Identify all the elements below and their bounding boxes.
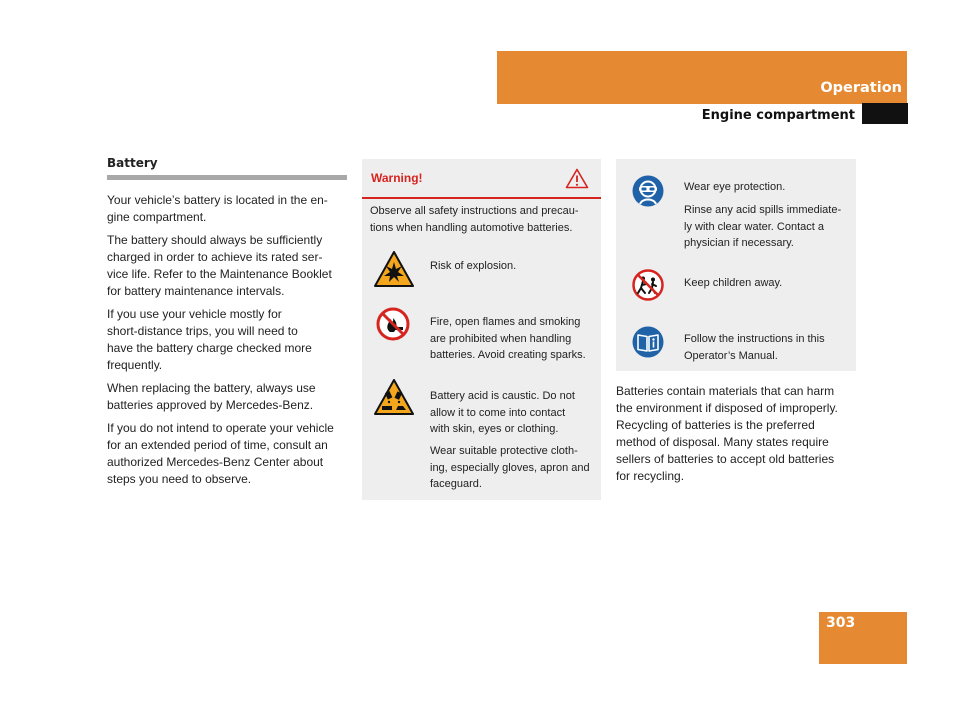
section-title: Operation — [820, 80, 902, 96]
ppe-item-text: Keep children away. — [684, 277, 783, 289]
battery-paragraph: If you do not intend to operate your vehicle for an extended period of time, consult an authorized Mercedes-Benz Center about steps you need to observe. — [107, 421, 334, 486]
ppe-item-text: Wear eye protection. — [684, 181, 786, 193]
warning-box — [362, 159, 601, 500]
battery-paragraph: If you use your vehicle mostly for short-distance trips, you will need to have the battery charge checked more frequently. — [107, 307, 312, 372]
warning-item-text: Risk of explosion. — [430, 260, 517, 272]
subsection-title: Engine compartment — [701, 108, 855, 123]
corrosive-warning-icon — [374, 379, 414, 415]
warning-label: Warning! — [371, 171, 423, 185]
subsection-tab — [862, 103, 908, 124]
battery-paragraph: When replacing the battery, always use batteries approved by Mercedes-Benz. — [107, 381, 316, 412]
operators-manual-icon — [632, 326, 664, 358]
page-number: 303 — [826, 615, 856, 631]
warning-triangle-icon — [565, 168, 589, 189]
warning-item-text: Battery acid is caustic. Do not allow it to come into contact with skin, eyes or clothing. — [430, 390, 575, 435]
eye-protection-icon — [632, 175, 664, 207]
warning-header — [362, 159, 601, 199]
ppe-box — [616, 159, 856, 371]
disposal-paragraph: Batteries contain materials that can harm the environment if disposed of improperly. Recycling of batteries is the preferred method of disposal. Many states require sellers of batteries to accept old batteries for recycling. — [616, 384, 838, 483]
warning-item-text: Fire, open flames and smoking are prohibited when handling batteries. Avoid creating sparks. — [430, 316, 586, 361]
keep-children-away-icon — [632, 269, 664, 301]
warning-intro: Observe all safety instructions and precau- tions when handling automotive batteries. — [370, 205, 579, 234]
battery-column — [107, 156, 347, 494]
heading-rule — [107, 175, 347, 180]
warning-item-text-extra: Wear suitable protective cloth- ing, especially gloves, apron and faceguard. — [430, 445, 590, 490]
explosion-warning-icon — [374, 251, 414, 287]
ppe-item-text-extra: Rinse any acid spills immediate- ly with clear water. Contact a physician if necessary. — [684, 204, 842, 249]
no-open-flame-icon — [376, 307, 410, 341]
battery-paragraph: The battery should always be sufficiently charged in order to achieve its rated ser- vice life. Refer to the Maintenance Booklet for battery maintenance intervals. — [107, 233, 332, 298]
ppe-item-text: Follow the instructions in this Operator’s Manual. — [684, 333, 825, 362]
battery-paragraph: Your vehicle’s battery is located in the en- gine compartment. — [107, 193, 328, 224]
battery-heading: Battery — [107, 156, 158, 170]
header-band — [497, 51, 907, 104]
